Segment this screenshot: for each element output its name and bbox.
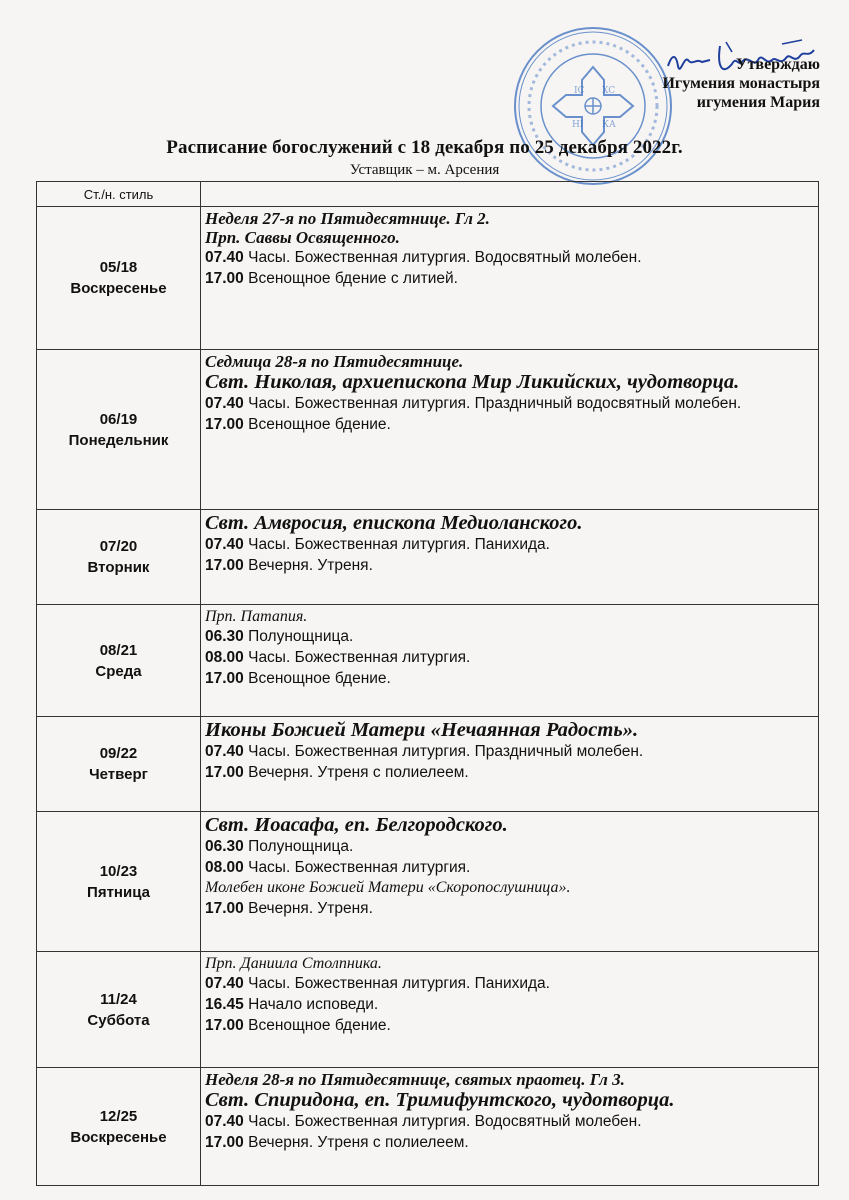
service-time: 17.00 — [205, 900, 244, 917]
feast-heading: Свт. Николая, архиепископа Мир Ликийских, чудотворца. — [205, 371, 740, 393]
weekday-label: Воскресенье — [70, 280, 167, 297]
approval-line-2: Игумения монастыря — [662, 75, 820, 92]
service-time: 06.30 — [205, 628, 244, 645]
svg-text:IC: IC — [574, 86, 585, 96]
date-value: 12/25 — [99, 1107, 138, 1125]
table-row — [37, 717, 819, 812]
service-line — [205, 647, 814, 668]
weekday-label: Четверг — [89, 766, 148, 783]
date-value: 09/22 — [99, 745, 138, 762]
feast-heading: Иконы Божией Матери «Нечаянная Радость». — [205, 719, 639, 741]
weekday-label: Пятница — [87, 883, 150, 901]
service-line — [205, 534, 814, 555]
service-description: Часы. Божественная литургия. — [248, 859, 471, 876]
service-line — [205, 393, 814, 414]
feast-heading: Свт. Амвросия, епископа Медиоланского. — [205, 512, 583, 534]
date-cell — [37, 510, 201, 605]
approval-line-3: игумения Мария — [696, 94, 820, 111]
service-line — [205, 741, 814, 762]
service-time: 07.40 — [205, 395, 244, 412]
service-time: 07.40 — [205, 743, 244, 760]
service-time: 07.40 — [205, 975, 244, 992]
date-value: 10/23 — [99, 862, 138, 880]
service-description: Часы. Божественная литургия. Праздничный водосвятный молебен. — [248, 395, 742, 412]
schedule-table — [36, 181, 819, 1186]
service-time: 17.00 — [205, 764, 244, 781]
service-description: Часы. Божественная литургия. Панихида. — [248, 975, 550, 992]
service-description: Начало исповеди. — [248, 996, 379, 1013]
service-note: Молебен иконе Божией Матери «Скоропослушница». — [205, 879, 571, 896]
date-value: 06/19 — [99, 410, 138, 428]
date-cell — [37, 605, 201, 717]
table-row — [37, 1068, 819, 1186]
services-cell — [201, 605, 819, 717]
services-cell — [201, 207, 819, 350]
service-time: 16.45 — [205, 996, 244, 1013]
service-description: Полунощница. — [248, 628, 354, 645]
date-cell — [37, 717, 201, 812]
service-description: Вечерня. Утреня с полиелеем. — [248, 1134, 469, 1151]
service-line — [205, 973, 814, 994]
svg-text:КА: КА — [602, 120, 616, 130]
approval-block — [560, 55, 820, 112]
weekday-label: Воскресенье — [70, 1128, 167, 1146]
feast-heading: Свт. Иоасафа, еп. Белгородского. — [205, 814, 508, 836]
service-line — [205, 668, 814, 689]
service-description: Часы. Божественная литургия. Праздничный молебен. — [248, 743, 644, 760]
service-description: Всенощное бдение. — [248, 1017, 391, 1034]
svg-text:XC: XC — [602, 86, 616, 96]
service-time: 07.40 — [205, 1113, 244, 1130]
service-line — [205, 555, 814, 576]
service-line — [205, 1015, 814, 1036]
service-time: 17.00 — [205, 270, 244, 287]
date-value: 08/21 — [99, 641, 138, 659]
service-description: Вечерня. Утреня. — [248, 900, 373, 917]
date-value: 11/24 — [100, 990, 137, 1008]
services-cell — [201, 510, 819, 605]
service-time: 08.00 — [205, 649, 244, 666]
service-description: Полунощница. — [248, 838, 354, 855]
service-description: Всенощное бдение. — [248, 416, 391, 433]
service-time: 08.00 — [205, 859, 244, 876]
column-header-date-style: Ст./н. стиль — [37, 182, 201, 207]
service-line — [205, 1132, 814, 1153]
table-row — [37, 510, 819, 605]
service-description: Всенощное бдение. — [248, 670, 391, 687]
service-line — [205, 994, 814, 1015]
services-cell — [201, 952, 819, 1068]
date-cell — [37, 812, 201, 952]
service-line — [205, 268, 814, 289]
weekday-label: Понедельник — [68, 431, 169, 449]
feast-heading: Свт. Спиридона, еп. Тримифунтского, чудотворца. — [205, 1089, 675, 1111]
service-description: Часы. Божественная литургия. Водосвятный молебен. — [248, 1113, 642, 1130]
service-line — [205, 857, 814, 878]
service-line — [205, 1111, 814, 1132]
approval-line-1: Утверждаю — [735, 56, 820, 73]
date-value: 05/18 — [99, 259, 138, 276]
feast-heading: Седмица 28-я по Пятидесятнице. — [205, 352, 464, 371]
table-row — [37, 605, 819, 717]
services-cell — [201, 1068, 819, 1186]
service-time: 17.00 — [205, 416, 244, 433]
service-description: Вечерня. Утреня. — [248, 557, 373, 574]
table-header-row — [37, 182, 819, 207]
service-time: 07.40 — [205, 536, 244, 553]
service-time: 17.00 — [205, 670, 244, 687]
service-line — [205, 898, 814, 919]
service-description: Часы. Божественная литургия. — [248, 649, 471, 666]
date-value: 07/20 — [99, 538, 138, 555]
service-line — [205, 414, 814, 435]
service-time: 06.30 — [205, 838, 244, 855]
services-cell — [201, 350, 819, 510]
service-time: 17.00 — [205, 557, 244, 574]
feast-heading: Прп. Саввы Освященного. — [205, 228, 400, 247]
service-time: 07.40 — [205, 249, 244, 266]
document-title: Расписание богослужений с 18 декабря по 25 декабря 2022г. — [166, 137, 683, 158]
date-cell — [37, 350, 201, 510]
feast-heading: Неделя 27-я по Пятидесятнице. Гл 2. — [205, 209, 490, 228]
weekday-label: Среда — [95, 662, 142, 680]
table-row — [37, 350, 819, 510]
table-row — [37, 207, 819, 350]
service-description: Всенощное бдение с литией. — [248, 270, 458, 287]
table-row — [37, 952, 819, 1068]
service-line — [205, 247, 814, 268]
date-cell — [37, 207, 201, 350]
column-header-content — [201, 182, 819, 207]
date-cell — [37, 1068, 201, 1186]
service-line — [205, 762, 814, 783]
service-description: Часы. Божественная литургия. Панихида. — [248, 536, 550, 553]
weekday-label: Вторник — [87, 559, 150, 576]
service-line — [205, 836, 814, 857]
service-description: Вечерня. Утреня с полиелеем. — [248, 764, 469, 781]
date-cell — [37, 952, 201, 1068]
svg-text:НI: НI — [572, 120, 584, 130]
feast-heading: Прп. Даниила Столпника. — [205, 955, 382, 972]
feast-heading: Неделя 28-я по Пятидесятнице, святых праотец. Гл 3. — [205, 1070, 625, 1089]
feast-heading: Прп. Патапия. — [205, 608, 308, 625]
services-cell — [201, 717, 819, 812]
service-time: 17.00 — [205, 1134, 244, 1151]
service-time: 17.00 — [205, 1017, 244, 1034]
service-line — [205, 626, 814, 647]
document-subtitle: Уставщик – м. Арсения — [349, 162, 500, 178]
service-description: Часы. Божественная литургия. Водосвятный молебен. — [248, 249, 642, 266]
services-cell — [201, 812, 819, 952]
weekday-label: Суббота — [87, 1011, 150, 1029]
table-row — [37, 812, 819, 952]
